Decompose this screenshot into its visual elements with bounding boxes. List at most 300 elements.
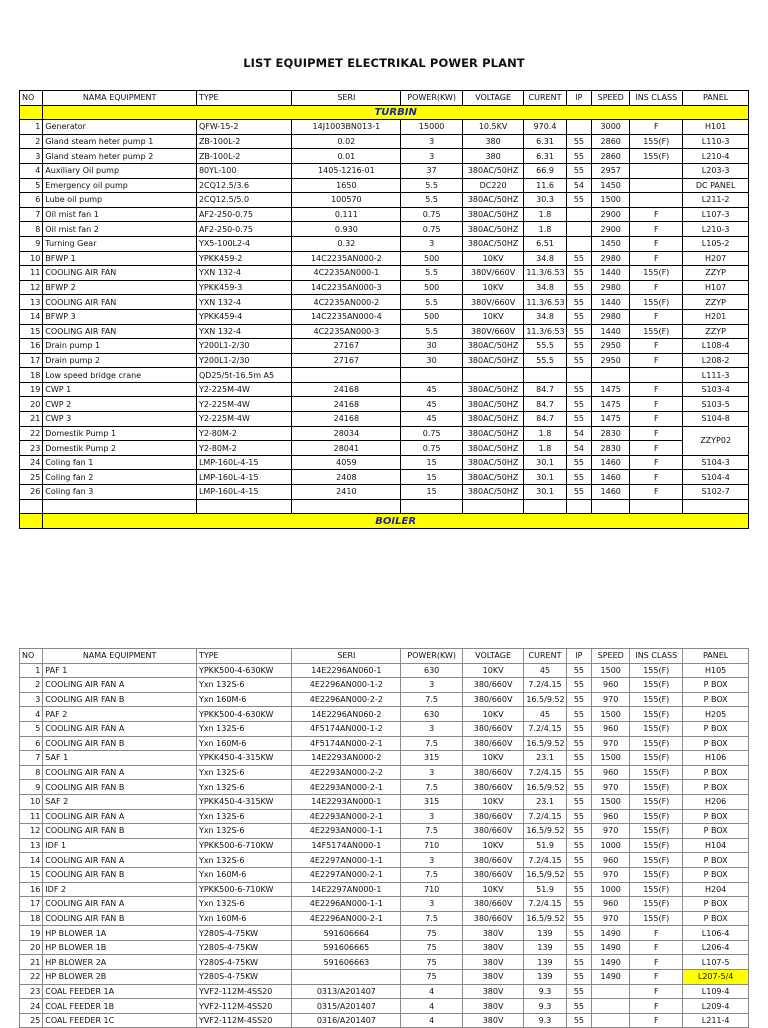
cell-type: Yxn 160M-6 [196,736,291,751]
cell-seri: 14C2235AN000-4 [292,309,401,324]
cell-power-kw: 30 [401,353,462,368]
table-row [20,382,749,397]
cell-curent: 34.8 [524,280,566,295]
table-row [20,663,749,678]
empty-cell [401,499,462,514]
cell-speed: 1500 [592,751,630,766]
cell-panel: L207-5/4 [683,970,749,985]
cell-type: AF2-250-0.75 [196,207,291,222]
cell-panel: L211-2 [683,193,749,208]
cell-ins-class: 155(F) [630,678,683,693]
cell-panel: L211-4 [683,1013,749,1028]
cell-seri: 27167 [292,339,401,354]
cell-speed: 1475 [592,382,630,397]
boiler-equipment-table [19,648,749,1028]
cell-power-kw: 5.5 [401,266,462,281]
table-row [20,736,749,751]
cell-panel: DC PANEL [683,178,749,193]
table-row [20,426,749,441]
cell-ins-class: F [630,940,683,955]
cell-seri: 0.32 [292,236,401,251]
cell-seri: 14E2293AN000-2 [292,751,401,766]
cell-curent: 34.8 [524,251,566,266]
cell-nama-equipment: HP BLOWER 1B [43,940,197,955]
cell-panel: L203-3 [683,163,749,178]
cell-ins-class: 155(F) [630,134,683,149]
cell-voltage: 380AC/50HZ [462,339,523,354]
cell-speed: 2950 [592,353,630,368]
table-row [20,266,749,281]
cell-voltage: 380AC/50HZ [462,485,523,500]
cell-no: 26 [20,485,43,500]
cell-seri: 4E2293AN000-2-1 [292,780,401,795]
cell-ip: 55 [566,397,591,412]
cell-type: Y280S-4-75KW [196,940,291,955]
cell-curent: 30.1 [524,470,566,485]
cell-power-kw: 3 [401,721,462,736]
cell-ins-class: F [630,470,683,485]
cell-type: Y200L1-2/30 [196,339,291,354]
cell-nama-equipment: PAF 2 [43,707,197,722]
cell-no: 4 [20,163,43,178]
cell-speed: 1490 [592,955,630,970]
header-seri: SERI [292,91,401,106]
cell-curent: 66.9 [524,163,566,178]
cell-speed [592,368,630,383]
cell-ins-class: F [630,353,683,368]
cell-no: 7 [20,207,43,222]
cell-speed: 1475 [592,412,630,427]
cell-speed [592,984,630,999]
cell-voltage: 380V [462,940,523,955]
cell-no: 3 [20,692,43,707]
cell-curent: 1.8 [524,426,566,441]
cell-power-kw: 3 [401,809,462,824]
cell-seri: 14E2297AN000-1 [292,882,401,897]
cell-panel: L109-4 [683,984,749,999]
table-header-row [20,91,749,106]
cell-nama-equipment: IDF 2 [43,882,197,897]
cell-type: YPKK450-4-315KW [196,794,291,809]
cell-speed: 2830 [592,441,630,456]
cell-no: 1 [20,120,43,135]
cell-voltage: 380/660V [462,721,523,736]
cell-ins-class: F [630,426,683,441]
cell-type: Yxn 160M-6 [196,867,291,882]
cell-panel: S103-5 [683,397,749,412]
table-row [20,897,749,912]
cell-type: YPKK459-4 [196,309,291,324]
cell-speed: 1490 [592,926,630,941]
cell-no: 18 [20,368,43,383]
cell-curent: 11.3/6.53 [524,266,566,281]
cell-speed [592,1013,630,1028]
empty-cell [683,499,749,514]
empty-cell [524,499,566,514]
table-row [20,838,749,853]
cell-seri: 14E2296AN060-1 [292,663,401,678]
header-no: NO [20,91,43,106]
cell-nama-equipment: COOLING AIR FAN A [43,765,197,780]
cell-curent: 84.7 [524,382,566,397]
cell-nama-equipment: COAL FEEDER 1A [43,984,197,999]
cell-no: 2 [20,678,43,693]
cell-type: Yxn 132S-6 [196,765,291,780]
cell-ins-class: 155(F) [630,751,683,766]
cell-panel: L111-3 [683,368,749,383]
cell-nama-equipment: BFWP 1 [43,251,197,266]
cell-seri: 14C2235AN000-3 [292,280,401,295]
cell-type: YPKK450-4-315KW [196,751,291,766]
cell-curent: 7.2/4.15 [524,897,566,912]
cell-ins-class: F [630,207,683,222]
cell-no: 12 [20,280,43,295]
cell-speed: 2900 [592,222,630,237]
cell-panel: P BOX [683,867,749,882]
cell-curent: 16.5/9.52 [524,911,566,926]
table-row [20,721,749,736]
header-power-kw: POWER(KW) [401,91,462,106]
cell-curent: 55.5 [524,353,566,368]
section-spacer [20,105,43,120]
cell-seri: 0.111 [292,207,401,222]
cell-nama-equipment: Oil mist fan 1 [43,207,197,222]
cell-ins-class: F [630,412,683,427]
cell-no: 17 [20,353,43,368]
cell-ip [566,368,591,383]
cell-ip: 55 [566,940,591,955]
cell-panel: H107 [683,280,749,295]
header-voltage: VOLTAGE [462,91,523,106]
cell-voltage: 380/660V [462,867,523,882]
cell-no: 23 [20,441,43,456]
cell-curent: 9.3 [524,999,566,1014]
cell-nama-equipment: BFWP 3 [43,309,197,324]
cell-nama-equipment: COOLING AIR FAN [43,295,197,310]
table-row [20,809,749,824]
cell-ins-class: 155(F) [630,707,683,722]
cell-panel: H106 [683,751,749,766]
cell-power-kw: 4 [401,999,462,1014]
table-row [20,955,749,970]
cell-no: 8 [20,765,43,780]
cell-no: 2 [20,134,43,149]
table-row [20,867,749,882]
cell-voltage: 380V [462,955,523,970]
cell-no: 16 [20,339,43,354]
empty-cell [43,499,197,514]
cell-ins-class [630,368,683,383]
cell-seri: 24168 [292,412,401,427]
cell-panel: P BOX [683,809,749,824]
cell-power-kw: 3 [401,134,462,149]
cell-curent: 16.5/9.52 [524,736,566,751]
cell-type: Yxn 132S-6 [196,853,291,868]
cell-power-kw: 15 [401,455,462,470]
cell-ins-class: F [630,382,683,397]
cell-panel: H101 [683,120,749,135]
header-no: NO [20,649,43,664]
cell-ip: 54 [566,441,591,456]
cell-voltage: 10KV [462,309,523,324]
cell-ins-class: 155(F) [630,295,683,310]
table-row [20,309,749,324]
cell-type: ZB-100L-2 [196,134,291,149]
cell-voltage: 380AC/50HZ [462,455,523,470]
cell-speed: 970 [592,692,630,707]
cell-ip: 55 [566,780,591,795]
cell-no: 19 [20,382,43,397]
cell-curent: 139 [524,970,566,985]
cell-no: 9 [20,780,43,795]
cell-seri: 0315/A201407 [292,999,401,1014]
cell-nama-equipment: CWP 1 [43,382,197,397]
cell-seri: 100570 [292,193,401,208]
cell-ip: 55 [566,295,591,310]
cell-power-kw: 7.5 [401,867,462,882]
cell-speed: 2830 [592,426,630,441]
cell-nama-equipment: Lube oil pump [43,193,197,208]
cell-ip: 55 [566,678,591,693]
cell-nama-equipment: Gland steam heter pump 1 [43,134,197,149]
cell-power-kw: 630 [401,663,462,678]
cell-power-kw: 75 [401,970,462,985]
cell-power-kw: 3 [401,149,462,164]
table-row [20,470,749,485]
cell-ip: 55 [566,266,591,281]
table-row [20,485,749,500]
cell-ins-class: 155(F) [630,853,683,868]
cell-type: AF2-250-0.75 [196,222,291,237]
cell-type: YPKK459-2 [196,251,291,266]
cell-ins-class: F [630,455,683,470]
cell-seri: 14C2235AN000-2 [292,251,401,266]
cell-ins-class: 155(F) [630,882,683,897]
cell-no: 14 [20,309,43,324]
cell-seri: 14F5174AN000-1 [292,838,401,853]
cell-panel: P BOX [683,678,749,693]
cell-speed: 3000 [592,120,630,135]
cell-speed: 960 [592,809,630,824]
cell-panel: ZZYP [683,266,749,281]
cell-no: 4 [20,707,43,722]
cell-power-kw: 0.75 [401,441,462,456]
header-nama-equipment: NAMA EQUIPMENT [43,91,197,106]
cell-nama-equipment: COOLING AIR FAN B [43,692,197,707]
cell-type: Y2-225M-4W [196,397,291,412]
cell-ins-class: F [630,251,683,266]
cell-seri: 4C2235AN000-2 [292,295,401,310]
cell-seri: 591606665 [292,940,401,955]
cell-ins-class: 155(F) [630,765,683,780]
cell-curent [524,368,566,383]
cell-curent: 51.9 [524,882,566,897]
cell-speed: 960 [592,765,630,780]
cell-ip: 55 [566,838,591,853]
header-nama-equipment: NAMA EQUIPMENT [43,649,197,664]
cell-panel: P BOX [683,692,749,707]
cell-seri: 4F5174AN000-2-1 [292,736,401,751]
cell-no: 3 [20,149,43,164]
cell-ip: 55 [566,999,591,1014]
cell-power-kw: 5.5 [401,178,462,193]
cell-no: 15 [20,324,43,339]
cell-no: 24 [20,999,43,1014]
cell-curent: 1.8 [524,441,566,456]
cell-nama-equipment: IDF 1 [43,838,197,853]
cell-type: LMP-160L-4-15 [196,455,291,470]
cell-nama-equipment: COAL FEEDER 1B [43,999,197,1014]
cell-curent: 7.2/4.15 [524,678,566,693]
table-row [20,397,749,412]
cell-speed: 2980 [592,251,630,266]
cell-speed: 1500 [592,663,630,678]
cell-no: 15 [20,867,43,882]
table-row [20,926,749,941]
cell-ip: 55 [566,721,591,736]
cell-speed: 960 [592,897,630,912]
cell-curent: 30.3 [524,193,566,208]
cell-ins-class: F [630,441,683,456]
cell-voltage: 10KV [462,882,523,897]
cell-nama-equipment: COOLING AIR FAN A [43,853,197,868]
cell-speed: 970 [592,736,630,751]
cell-power-kw: 37 [401,163,462,178]
cell-seri: 4059 [292,455,401,470]
cell-ip: 55 [566,765,591,780]
cell-ip: 55 [566,1013,591,1028]
cell-no: 22 [20,970,43,985]
cell-seri: 28041 [292,441,401,456]
cell-power-kw: 7.5 [401,736,462,751]
cell-curent: 23.1 [524,751,566,766]
cell-seri: 4C2235AN000-3 [292,324,401,339]
cell-voltage: 380AC/50HZ [462,353,523,368]
cell-speed: 1440 [592,295,630,310]
cell-curent: 139 [524,926,566,941]
cell-nama-equipment: COOLING AIR FAN A [43,897,197,912]
cell-speed: 1475 [592,397,630,412]
cell-seri: 1405-1216-01 [292,163,401,178]
cell-power-kw: 3 [401,236,462,251]
cell-voltage: 380AC/50HZ [462,412,523,427]
cell-ip: 55 [566,163,591,178]
cell-nama-equipment: COOLING AIR FAN [43,324,197,339]
cell-ip: 55 [566,470,591,485]
cell-voltage: 380V [462,926,523,941]
cell-type: Yxn 132S-6 [196,721,291,736]
cell-curent: 7.2/4.15 [524,765,566,780]
cell-ins-class: 155(F) [630,780,683,795]
cell-panel: L210-3 [683,222,749,237]
cell-nama-equipment: COOLING AIR FAN A [43,678,197,693]
cell-nama-equipment: HP BLOWER 2B [43,970,197,985]
cell-type: Y2-80M-2 [196,426,291,441]
cell-ins-class: F [630,1013,683,1028]
cell-ip: 55 [566,751,591,766]
cell-panel: L107-5 [683,955,749,970]
cell-no: 17 [20,897,43,912]
cell-speed: 1000 [592,882,630,897]
cell-ip: 55 [566,692,591,707]
cell-type: Yxn 132S-6 [196,809,291,824]
cell-curent: 139 [524,955,566,970]
cell-voltage: 380/660V [462,678,523,693]
cell-power-kw: 0.75 [401,207,462,222]
cell-curent: 1.8 [524,207,566,222]
cell-speed: 2980 [592,280,630,295]
header-ip: IP [566,91,591,106]
cell-voltage: 380/660V [462,780,523,795]
cell-seri: 2410 [292,485,401,500]
table-row [20,999,749,1014]
cell-seri: 0.930 [292,222,401,237]
cell-ins-class: F [630,926,683,941]
cell-power-kw: 630 [401,707,462,722]
cell-nama-equipment: Auxiliary Oil pump [43,163,197,178]
cell-no: 16 [20,882,43,897]
cell-voltage: 380AC/50HZ [462,397,523,412]
cell-nama-equipment: HP BLOWER 1A [43,926,197,941]
cell-speed: 1490 [592,970,630,985]
table-row [20,353,749,368]
cell-nama-equipment: COOLING AIR FAN B [43,867,197,882]
cell-panel: P BOX [683,824,749,839]
cell-curent: 84.7 [524,397,566,412]
cell-ins-class: 155(F) [630,897,683,912]
table-row [20,911,749,926]
cell-seri: 4E2293AN000-1-1 [292,824,401,839]
cell-nama-equipment: Drain pump 2 [43,353,197,368]
cell-nama-equipment: COAL FEEDER 1C [43,1013,197,1028]
cell-speed: 2860 [592,134,630,149]
cell-nama-equipment: Coling fan 2 [43,470,197,485]
cell-panel: S104-4 [683,470,749,485]
cell-ip [566,222,591,237]
cell-voltage: 380/660V [462,824,523,839]
cell-power-kw: 5.5 [401,324,462,339]
cell-panel: S104-8 [683,412,749,427]
cell-no: 20 [20,940,43,955]
cell-type: LMP-160L-4-15 [196,470,291,485]
cell-ins-class: F [630,236,683,251]
cell-ins-class: 155(F) [630,692,683,707]
cell-ip: 55 [566,736,591,751]
cell-panel: ZZYP02 [683,426,749,455]
cell-ins-class [630,193,683,208]
cell-type: YXN 132-4 [196,295,291,310]
cell-power-kw: 710 [401,838,462,853]
cell-type: Y2-80M-2 [196,441,291,456]
cell-ip: 55 [566,324,591,339]
cell-nama-equipment: HP BLOWER 2A [43,955,197,970]
cell-panel: H205 [683,707,749,722]
cell-curent: 84.7 [524,412,566,427]
cell-panel: L106-4 [683,926,749,941]
cell-no: 19 [20,926,43,941]
cell-ip: 55 [566,955,591,970]
cell-speed: 2957 [592,163,630,178]
cell-nama-equipment: Oil mist fan 2 [43,222,197,237]
cell-panel: L108-4 [683,339,749,354]
cell-speed: 1000 [592,838,630,853]
cell-no: 24 [20,455,43,470]
cell-nama-equipment: Domestik Pump 1 [43,426,197,441]
cell-power-kw: 315 [401,794,462,809]
table-row [20,222,749,237]
cell-power-kw: 710 [401,882,462,897]
cell-seri: 2408 [292,470,401,485]
